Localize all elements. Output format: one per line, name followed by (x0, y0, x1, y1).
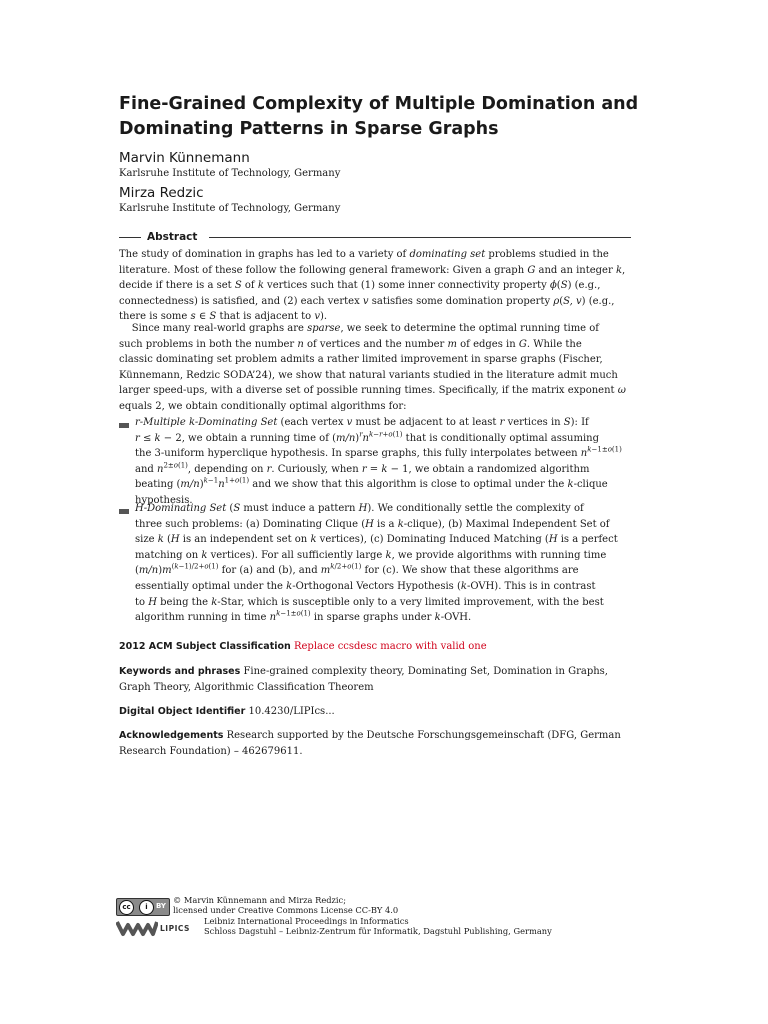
author-name-2: Mirza Redzic (119, 185, 204, 201)
lipics-wave-icon (116, 919, 158, 937)
bullet-marker-icon (119, 423, 129, 428)
abstract-heading-label: Abstract (147, 231, 198, 243)
acknowledgements-label: Acknowledgements (119, 730, 224, 741)
cc-by-text: BY (155, 902, 166, 910)
bullet-marker-icon (119, 509, 129, 514)
bullet-text-2: H-Dominating Set (S must induce a pattern H). We conditionally settle the complexity of three such problems: (a) Dominating Clique (H is a k-clique), (b) Maximal Independent Set of size k (H is an independent set on k vertices), (c) Dominating Induced Matching (H is a perfect matching on k vertices). For all sufficiently large k, we provide algorithms with running time $(m/n)m^{(k-1)/2+o(1)}$ for (a) and (b), and $m^{k/2+o(1)}$ for (c). We show that these algorithms are essentially optimal under the k-Orthogonal Vectors Hypothesis (k-OVH). This is in contrast to H being the k-Star, which is susceptible only to a very limited improvement, with the best algorithm running in time $n^{k-1\pm o(1)}$ in sparse graphs under k-OVH. (135, 503, 618, 624)
keywords-label: Keywords and phrases (119, 666, 241, 677)
acm-label: 2012 ACM Subject Classification (119, 641, 291, 652)
doi-section (119, 704, 631, 720)
acm-value: Replace ccsdesc macro with valid one (293, 641, 487, 652)
paper-title: Fine-Grained Complexity of Multiple Domination and Dominating Patterns in Sparse Graphs (119, 94, 639, 139)
abstract-paragraph-1: The study of domination in graphs has led to a variety of dominating set problems studied in the literature. Most of these follow the following general framework: Given a graph G and an integer k, decide if there is a set S of k vertices such that (1) some inner connectivity property ϕ(S) (e.g., connectedness) is satisfied, and (2) each vertex v satisfies some domination property ρ(S, v) (e.g., there is some s ∈ S that is adjacent to v). (119, 249, 626, 323)
acknowledgements-section (119, 728, 633, 759)
footer-license: licensed under Creative Commons License CC-BY 4.0 (173, 905, 399, 915)
abstract-heading (119, 229, 631, 245)
keywords-value: Fine-grained complexity theory, Dominating Set, Domination in Graphs, Graph Theory, Algorithmic Classification Theorem (119, 666, 608, 693)
bullet-text-1: r-Multiple k-Dominating Set (each vertex v must be adjacent to at least r vertices in S): If r ≤ k − 2, we obtain a running time of $(m/n)^rn^{k-r+o(1)}$ that is conditionally optimal assuming the 3-uniform hyperclique hypothesis. In sparse graphs, this fully interpolates between $n^{k-1\pm o(1)}$ and $n^{2\pm o(1)}$, depending on r. Curiously, when r = k − 1, we obtain a randomized algorithm beating $(m/n)^{k-1}n^{1+o(1)}$ and we show that this algorithm is close to optimal under the k-clique hypothesis. (135, 417, 622, 506)
acm-classification (119, 639, 631, 655)
footer-copyright: © Marvin Künnemann and Mirza Redzic; (173, 895, 347, 905)
doi-label: Digital Object Identifier (119, 706, 246, 717)
author-affiliation-2: Karlsruhe Institute of Technology, Germany (119, 203, 341, 214)
footer-publisher: Schloss Dagstuhl – Leibniz-Zentrum für Informatik, Dagstuhl Publishing, Germany (204, 926, 552, 936)
cc-circle-icon: cc (119, 900, 134, 915)
by-person-icon: i (139, 900, 154, 915)
lipics-logo (116, 919, 202, 937)
keywords-section (119, 664, 633, 695)
abstract-rule-left (119, 237, 141, 238)
lipics-word: LIPICS (160, 924, 190, 933)
author-name-1: Marvin Künnemann (119, 150, 250, 166)
cc-by-license-icon (116, 898, 170, 916)
doi-value: 10.4230/LIPIcs... (248, 706, 335, 717)
footer-series: Leibniz International Proceedings in Informatics (204, 916, 409, 926)
abstract-paragraph-2: Since many real-world graphs are sparse, we seek to determine the optimal running time of such problems in both the number n of vertices and the number m of edges in G. While the classic dominating set problem admits a rather limited improvement in sparse graphs (Fischer, Künnemann, Redzic SODA’24), we show that natural variants studied in the literature admit much larger speed-ups, with a diverse set of possible running times. Specifically, if the matrix exponent ω equals 2, we obtain conditionally optimal algorithms for: (119, 323, 626, 412)
author-affiliation-1: Karlsruhe Institute of Technology, Germany (119, 168, 341, 179)
abstract-rule-right (209, 237, 631, 238)
page-footer (116, 895, 636, 939)
acknowledgements-value: Research supported by the Deutsche Forschungsgemeinschaft (DFG, German Research Foundation) – 462679611. (119, 730, 621, 757)
